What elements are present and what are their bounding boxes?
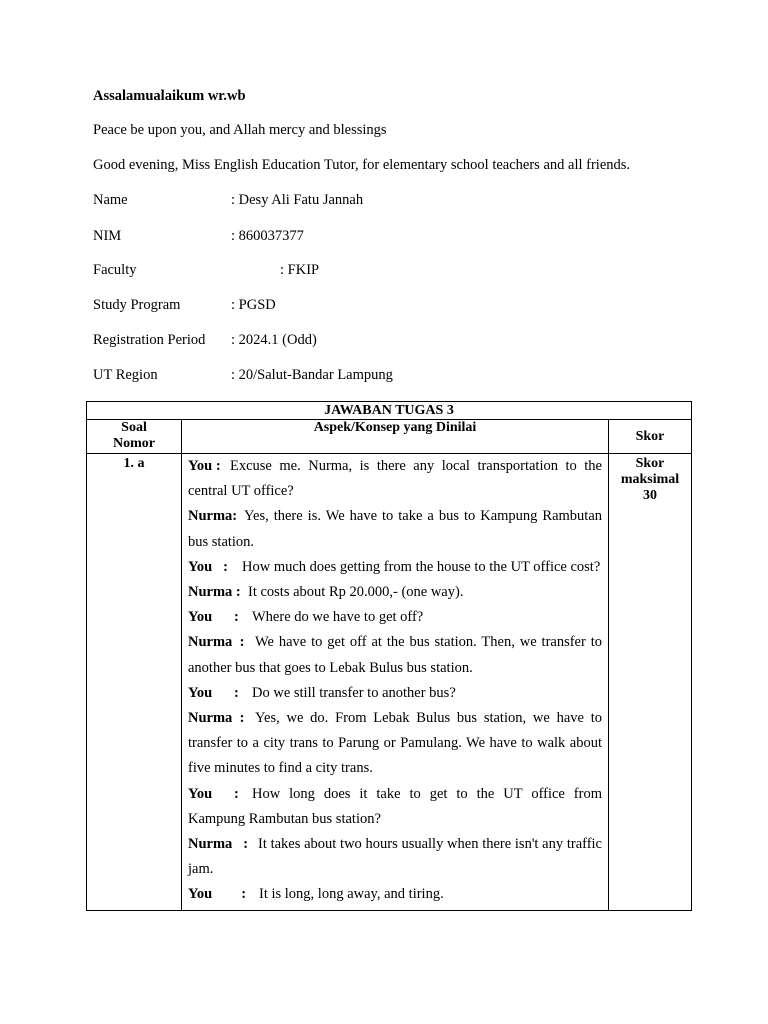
dialog-turn (188, 605, 602, 630)
field-registration-period-value: : 2024.1 (Odd) (231, 332, 317, 348)
header-aspek: Aspek/Konsep yang Dinilai (182, 420, 609, 454)
speaker-label: Nurma : (188, 584, 241, 601)
dialog-turn (188, 782, 602, 832)
speaker-label: You : (188, 886, 247, 903)
greeting-line: Assalamualaikum wr.wb (93, 88, 246, 104)
skor-line-2: maksimal (620, 472, 680, 487)
field-name-value: : Desy Ali Fatu Jannah (231, 192, 364, 208)
speaker-label: Nurma : (188, 836, 249, 853)
field-nim-value: : 860037377 (231, 228, 304, 244)
field-study-program-label: Study Program (93, 297, 181, 313)
speaker-label: You : (188, 558, 228, 575)
turn-text: Yes, we do. From Lebak Bulus bus station, we have to transfer to a city trans to Parung or Pamulang. We have to walk about five minutes to find a city trans. (188, 710, 602, 777)
turn-text: Do we still transfer to another bus? (252, 684, 456, 701)
turn-text: How long does it take to get to the UT office from Kampung Rambutan bus station? (188, 785, 602, 827)
turn-text: We have to get off at the bus station. Then, we transfer to another bus that goes to Lebak Bulus bus station. (188, 634, 602, 676)
row-number: 1. a (87, 454, 182, 911)
speaker-label: You : (188, 609, 239, 626)
header-soal-nomor (87, 420, 182, 454)
dialog-turn (188, 832, 602, 882)
speaker-label: Nurma : (188, 634, 245, 651)
field-name-label: Name (93, 192, 128, 208)
dialog-turn (188, 706, 602, 782)
field-ut-region-label: UT Region (93, 367, 158, 383)
speaker-label: Nurma : (188, 710, 245, 727)
field-nim-label: NIM (93, 228, 122, 244)
speaker-label: You : (188, 684, 239, 701)
dialog-turn (188, 454, 602, 504)
field-faculty-value: : FKIP (280, 262, 320, 278)
turn-text: It is long, long away, and tiring. (259, 886, 444, 903)
header-nomor: Nomor (113, 436, 155, 451)
speaker-label: You : (188, 785, 239, 802)
speaker-label: Nurma: (188, 508, 238, 525)
field-faculty-label: Faculty (93, 262, 137, 278)
skor-cell (609, 454, 692, 911)
header-skor: Skor (609, 420, 692, 454)
table-title: JAWABAN TUGAS 3 (87, 402, 692, 420)
dialog-turn (188, 882, 602, 907)
answer-table (86, 401, 692, 911)
turn-text: How much does getting from the house to the UT office cost? (242, 558, 601, 575)
turn-text: It takes about two hours usually when there isn't any traffic jam. (188, 836, 602, 878)
skor-line-3: 30 (643, 488, 658, 503)
dialog-turn (188, 580, 602, 605)
peace-line: Peace be upon you, and Allah mercy and blessings (93, 122, 387, 138)
field-ut-region-value: : 20/Salut-Bandar Lampung (231, 367, 393, 383)
dialog-turn (188, 555, 602, 580)
field-registration-period-label: Registration Period (93, 332, 206, 348)
evening-line: Good evening, Miss English Education Tutor, for elementary school teachers and all friends. (93, 157, 631, 173)
dialog-turn (188, 630, 602, 680)
speaker-label: You : (188, 458, 221, 474)
turn-text: Yes, there is. We have to take a bus to Kampung Rambutan bus station. (188, 508, 602, 550)
turn-text: Excuse me. Nurma, is there any local transportation to the central UT office? (188, 458, 602, 500)
turn-text: It costs about Rp 20.000,- (one way). (248, 584, 464, 601)
turn-text: Where do we have to get off? (252, 609, 424, 626)
dialog-turn (188, 681, 602, 706)
skor-line-1: Skor (635, 456, 665, 471)
dialog-cell (182, 454, 609, 911)
dialog-turn (188, 504, 602, 554)
field-study-program-value: : PGSD (231, 297, 276, 313)
header-soal: Soal (121, 420, 147, 435)
